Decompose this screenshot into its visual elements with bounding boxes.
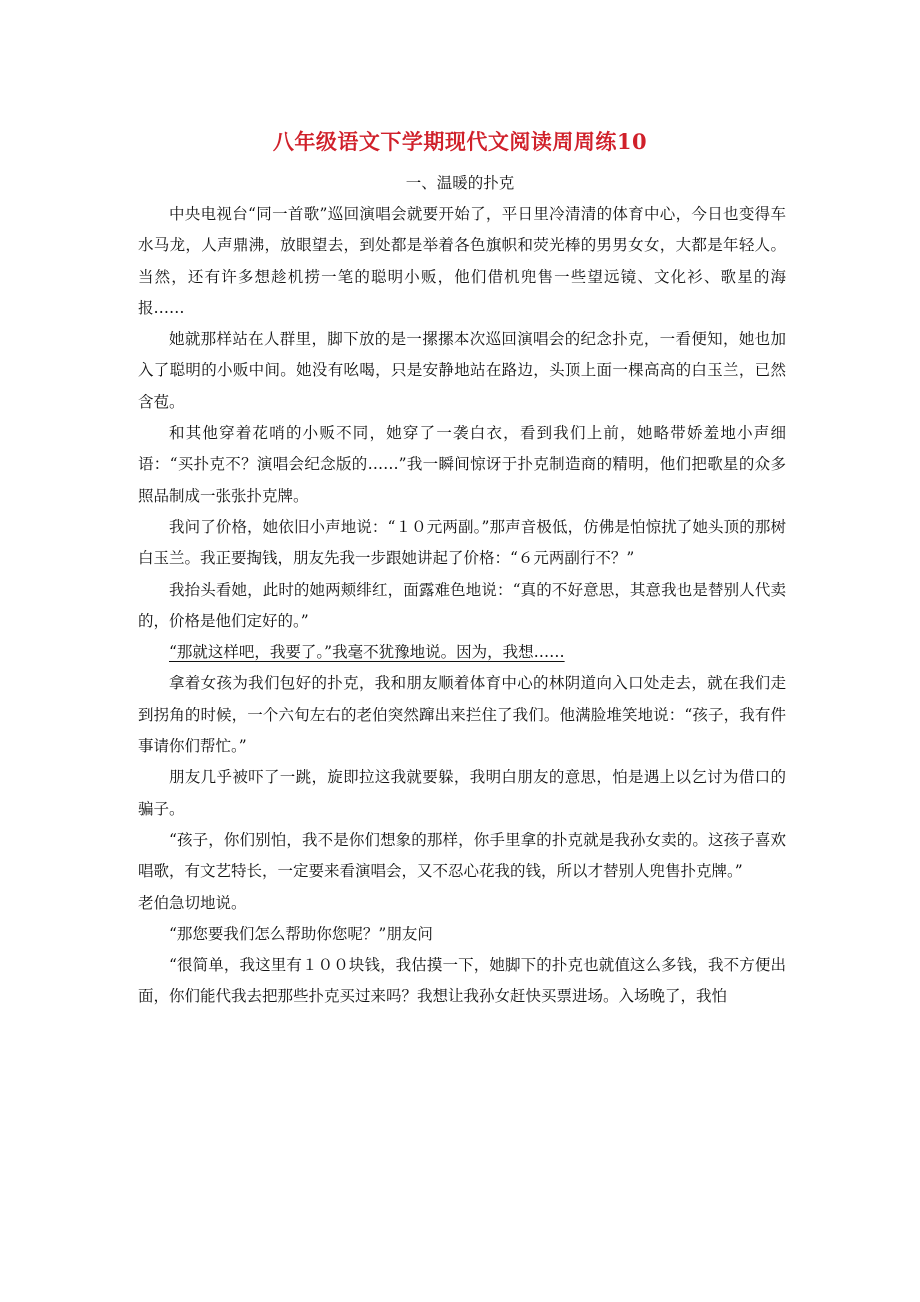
paragraph: 老伯急切地说。 xyxy=(138,893,247,912)
page-title: 八年级语文下学期现代文阅读周周练10 xyxy=(272,129,648,154)
paragraph: 我问了价格，她依旧小声地说：“１０元两副。”那声音极低，仿佛是怕惊扰了她头顶的那树白玉兰。我正要掏钱，朋友先我一步跟她讲起了价格：“６元两副行不？” xyxy=(138,517,786,568)
paragraph: “那您要我们怎么帮助你您呢？”朋友问 xyxy=(169,924,433,943)
paragraph: “孩子，你们别怕，我不是你们想象的那样，你手里拿的扑克就是我孙女卖的。这孩子喜欢唱歌，有文艺特长，一定要来看演唱会，又不忍心花我的钱，所以才替别人兜售扑克牌。” xyxy=(138,830,786,881)
paragraph: 拿着女孩为我们包好的扑克，我和朋友顺着体育中心的林阴道向入口处走去，就在我们走到拐角的时候，一个六旬左右的老伯突然蹿出来拦住了我们。他满脸堆笑地说：“孩子，我有件事请你们帮忙。” xyxy=(138,674,786,756)
article-body xyxy=(138,199,786,1013)
section-heading: 一、温暖的扑克 xyxy=(405,174,515,192)
paragraph: “很简单，我这里有１００块钱，我估摸一下，她脚下的扑克也就值这么多钱，我不方便出面，你们能代我去把那些扑克买过来吗？我想让我孙女赶快买票进场。入场晚了，我怕 xyxy=(138,956,786,1006)
underlined-sentence: “那就这样吧，我要了。”我毫不犹豫地说。因为，我想…… xyxy=(169,643,565,662)
paragraph: 中央电视台“同一首歌”巡回演唱会就要开始了，平日里冷清清的体育中心，今日也变得车水马龙，人声鼎沸，放眼望去，到处都是举着各色旗帜和荧光棒的男男女女，大都是年轻人。当然，还有许多想趁机捞一笔的聪明小贩，他们借机兜售一些望远镜、文化衫、歌星的海报…… xyxy=(138,205,786,317)
paragraph: 和其他穿着花哨的小贩不同，她穿了一袭白衣，看到我们上前，她略带娇羞地小声细语：“买扑克不？演唱会纪念版的……”我一瞬间惊讶于扑克制造商的精明，他们把歌星的众多照品制成一张张扑克牌。 xyxy=(138,424,786,505)
underlined-paragraph xyxy=(138,637,786,668)
paragraph: 我抬头看她，此时的她两颊绯红，面露难色地说：“真的不好意思，其意我也是替别人代卖的，价格是他们定好的。” xyxy=(138,580,786,630)
paragraph: 她就那样站在人群里，脚下放的是一摞摞本次巡回演唱会的纪念扑克，一看便知，她也加入了聪明的小贩中间。她没有吆喝，只是安静地站在路边，头顶上面一棵高高的白玉兰，已然含苞。 xyxy=(138,330,786,411)
paragraph: 朋友几乎被吓了一跳，旋即拉这我就要躲，我明白朋友的意思，怕是遇上以乞讨为借口的骗子。 xyxy=(138,768,786,818)
